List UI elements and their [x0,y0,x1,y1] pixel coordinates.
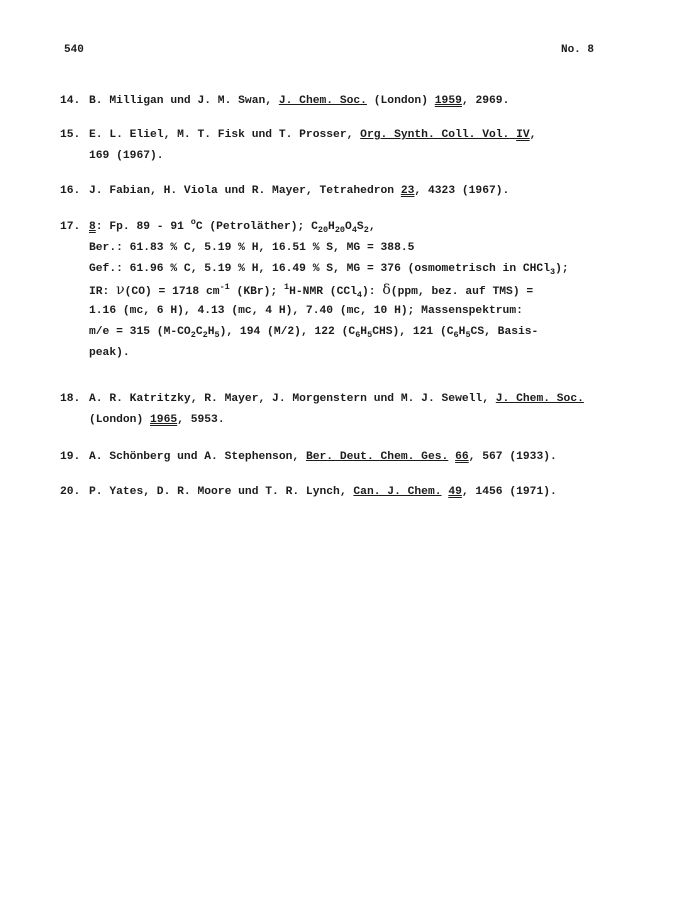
mass-spec: ), 194 (M/2), 122 (C [219,326,356,338]
nmr-label: H-NMR (CCl [289,286,357,298]
nmr-units: (ppm, bez. auf TMS) = [390,286,534,298]
reference-text: (London) [89,414,151,426]
reference-pages: , 2969. [461,95,510,107]
reference-volume: 23 [400,185,415,197]
superscript: -1 [219,282,230,292]
formula-sub: 6 [355,330,361,340]
reference-authors: B. Milligan und J. M. Swan, [89,95,279,107]
nmr-label-end: ): [362,286,383,298]
reference-20 [60,482,620,503]
formula-sub: 20 [334,225,346,235]
formula-sub: 5 [465,330,471,340]
reference-authors: E. L. Eliel, M. T. Fisk und T. Prosser, [89,129,361,141]
formula-sub: 5 [214,330,220,340]
mass-spec-end: peak). [89,347,130,359]
formula-sub: 20 [317,225,329,235]
degree-symbol: o [190,217,196,227]
mass-spec: C [195,326,203,338]
reference-number: 17. [60,221,81,233]
found-analysis-end: ); [555,263,569,275]
journal-title: J. Chem. Soc. [495,393,584,405]
page-header [0,44,676,64]
reference-volume: 49 [448,486,462,498]
reference-pages: , 1456 (1971). [461,486,557,498]
delta-symbol: δ [382,282,391,298]
nmr-values: 1.16 (mc, 6 H), 4.13 (mc, 4 H), 7.40 (mc, 10 H); Massenspektrum: [89,305,523,317]
formula-o: O [345,221,352,233]
superscript: 1 [284,282,290,292]
mass-spec: H [360,326,368,338]
reference-pages: , 5953. [177,414,225,426]
ir-label: IR: [89,286,117,298]
reference-14 [60,91,620,112]
mass-spec: CHS), 121 (C [372,326,454,338]
reference-number: 20. [60,486,81,498]
compound-label: 8 [89,221,96,233]
reference-authors: J. Fabian, H. Viola und R. Mayer, Tetrahedron [89,185,401,197]
reference-year: 1959 [434,95,462,107]
formula-end: , [368,221,376,233]
reference-year: 1965 [150,414,178,426]
reference-16 [60,181,620,202]
formula-sub: 2 [190,330,196,340]
formula-sub: 4 [356,290,363,300]
reference-19 [60,447,620,468]
reference-pages: , 567 (1933). [468,451,557,463]
reference-authors: A. Schönberg und A. Stephenson, [89,451,306,463]
reference-volume: 66 [455,451,469,463]
reference-authors: P. Yates, D. R. Moore und T. R. Lynch, [89,486,354,498]
reference-number: 16. [60,185,81,197]
formula-sub: 5 [367,330,373,340]
formula-sub: 6 [453,330,459,340]
melting-point-unit: C (Petroläther); [195,221,312,233]
reference-15 [60,125,620,167]
ir-medium: (KBr); [229,286,284,298]
page-number: 540 [64,44,84,56]
reference-18 [60,389,620,431]
reference-text: (London) [366,95,435,107]
journal-title: Org. Synth. Coll. Vol. [360,129,510,141]
formula-sub: 2 [363,225,369,235]
mass-spec: m/e = 315 (M-CO [89,326,191,338]
reference-number: 19. [60,451,81,463]
calculated-analysis: Ber.: 61.83 % C, 5.19 % H, 16.51 % S, MG = 388.5 [89,242,415,254]
reference-pages: , 4323 (1967). [414,185,510,197]
found-analysis: Gef.: 61.96 % C, 5.19 % H, 16.49 % S, MG = 376 (osmometrisch in CHCl [89,263,550,275]
mass-spec: H [207,326,215,338]
journal-title: Ber. Deut. Chem. Ges. [305,451,449,463]
reference-number: 14. [60,95,81,107]
formula-s: S [356,221,364,233]
reference-number: 15. [60,129,81,141]
mass-spec: CS, Basis- [470,326,539,338]
mass-spec: H [458,326,466,338]
formula-h: H [328,221,335,233]
reference-number: 18. [60,393,81,405]
journal-title: Can. J. Chem. [353,486,442,498]
reference-text: , [529,129,537,141]
reference-17 [60,217,620,364]
formula-sub: 3 [550,267,556,277]
reference-volume: IV [516,129,530,141]
melting-point: : Fp. 89 - 91 [95,221,191,233]
formula-sub: 2 [202,330,208,340]
reference-authors: A. R. Katritzky, R. Mayer, J. Morgenstern und M. J. Sewell, [89,393,496,405]
journal-title: J. Chem. Soc. [278,95,367,107]
formula-sub: 4 [351,225,357,235]
reference-continuation: 169 (1967). [89,150,164,162]
ir-value: (CO) = 1718 cm [124,286,220,298]
issue-number: No. 8 [560,44,594,56]
nu-symbol: ν [116,282,125,298]
formula-c: C [311,221,318,233]
